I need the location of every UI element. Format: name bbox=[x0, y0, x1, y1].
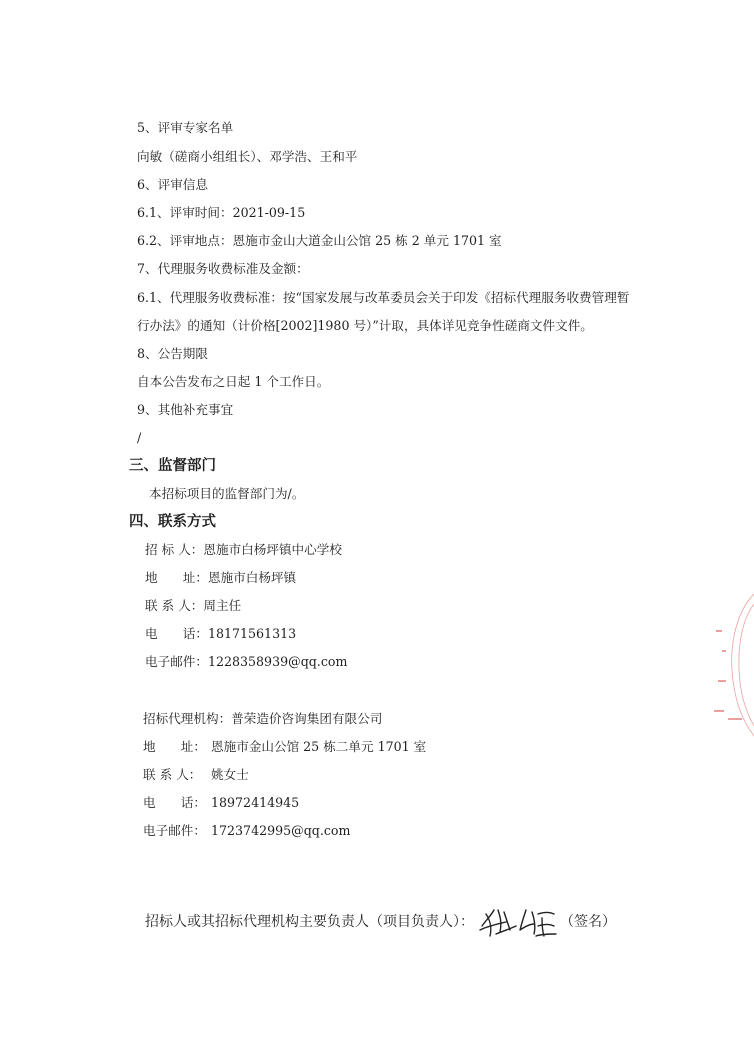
agency-contact-person: 姚女士 bbox=[211, 767, 249, 782]
signature-suffix: （签名） bbox=[560, 914, 616, 930]
tenderer-email: 1228358939@qq.com bbox=[207, 654, 348, 669]
item-7-title: 7、代理服务收费标准及金额： bbox=[137, 261, 309, 276]
field-label: 地 址： bbox=[145, 570, 208, 585]
item-9-title: 9、其他补充事宜 bbox=[137, 402, 234, 417]
item-5-title: 5、评审专家名单 bbox=[137, 120, 234, 135]
item-8-body: 自本公告发布之日起 1 个工作日。 bbox=[137, 374, 330, 389]
item-7-1-line1: 6.1、代理服务收费标准：按“国家发展与改革委员会关于印发《招标代理服务收费管理暂 bbox=[137, 290, 630, 305]
supervision-heading: 三、监督部门 bbox=[129, 458, 216, 474]
item-9-body: / bbox=[137, 430, 142, 445]
agency-address-row bbox=[143, 738, 426, 756]
tenderer-phone-row bbox=[145, 625, 296, 643]
tenderer-contact-row bbox=[145, 597, 241, 615]
tenderer-name-row bbox=[145, 541, 342, 559]
signature-line bbox=[145, 904, 616, 940]
supervision-body: 本招标项目的监督部门为/。 bbox=[149, 486, 305, 501]
agency-phone: 18972414945 bbox=[211, 795, 300, 810]
agency-phone-row bbox=[143, 794, 299, 812]
agency-name-row bbox=[143, 710, 382, 728]
field-label: 电子邮件： bbox=[143, 823, 206, 838]
item-6-title: 6、评审信息 bbox=[137, 177, 208, 192]
seal-stamp-fragment bbox=[708, 590, 754, 740]
item-6-2: 6.2、评审地点：恩施市金山大道金山公馆 25 栋 2 单元 1701 室 bbox=[137, 233, 502, 248]
handwritten-signature bbox=[476, 904, 558, 940]
signature-prefix: 招标人或其招标代理机构主要负责人（项目负责人）： bbox=[145, 914, 474, 930]
agency-email-row bbox=[143, 822, 350, 840]
tenderer-contact-person: 周主任 bbox=[203, 598, 242, 613]
tenderer-name: 恩施市白杨坪镇中心学校 bbox=[203, 542, 342, 557]
field-label: 电 话： bbox=[143, 795, 206, 810]
item-7-1-line2: 行办法》的通知（计价格[2002]1980 号）”计取，具体详见竞争性磋商文件文件。 bbox=[137, 318, 593, 333]
tenderer-address-row bbox=[145, 569, 296, 587]
agency-address: 恩施市金山公馆 25 栋二单元 1701 室 bbox=[211, 739, 427, 754]
tenderer-phone: 18171561313 bbox=[207, 626, 297, 641]
field-label: 招标代理机构： bbox=[143, 711, 232, 726]
item-6-1: 6.1、评审时间：2021-09-15 bbox=[137, 205, 306, 220]
field-label: 电 话： bbox=[145, 626, 208, 641]
agency-name: 普荣造价咨询集团有限公司 bbox=[231, 711, 383, 726]
item-5-body: 向敏（磋商小组组长）、邓学浩、王和平 bbox=[137, 149, 358, 164]
agency-email: 1723742995@qq.com bbox=[211, 823, 351, 838]
field-label: 招 标 人： bbox=[145, 542, 204, 557]
field-label: 电子邮件： bbox=[145, 654, 208, 669]
tenderer-address: 恩施市白杨坪镇 bbox=[207, 570, 297, 585]
field-label: 地 址： bbox=[143, 739, 206, 754]
item-8-title: 8、公告期限 bbox=[137, 346, 208, 361]
tenderer-email-row bbox=[145, 653, 347, 671]
agency-contact-row bbox=[143, 766, 249, 784]
field-label: 联 系 人： bbox=[145, 598, 204, 613]
contact-heading: 四、联系方式 bbox=[129, 514, 216, 530]
field-label: 联 系 人： bbox=[143, 767, 202, 782]
